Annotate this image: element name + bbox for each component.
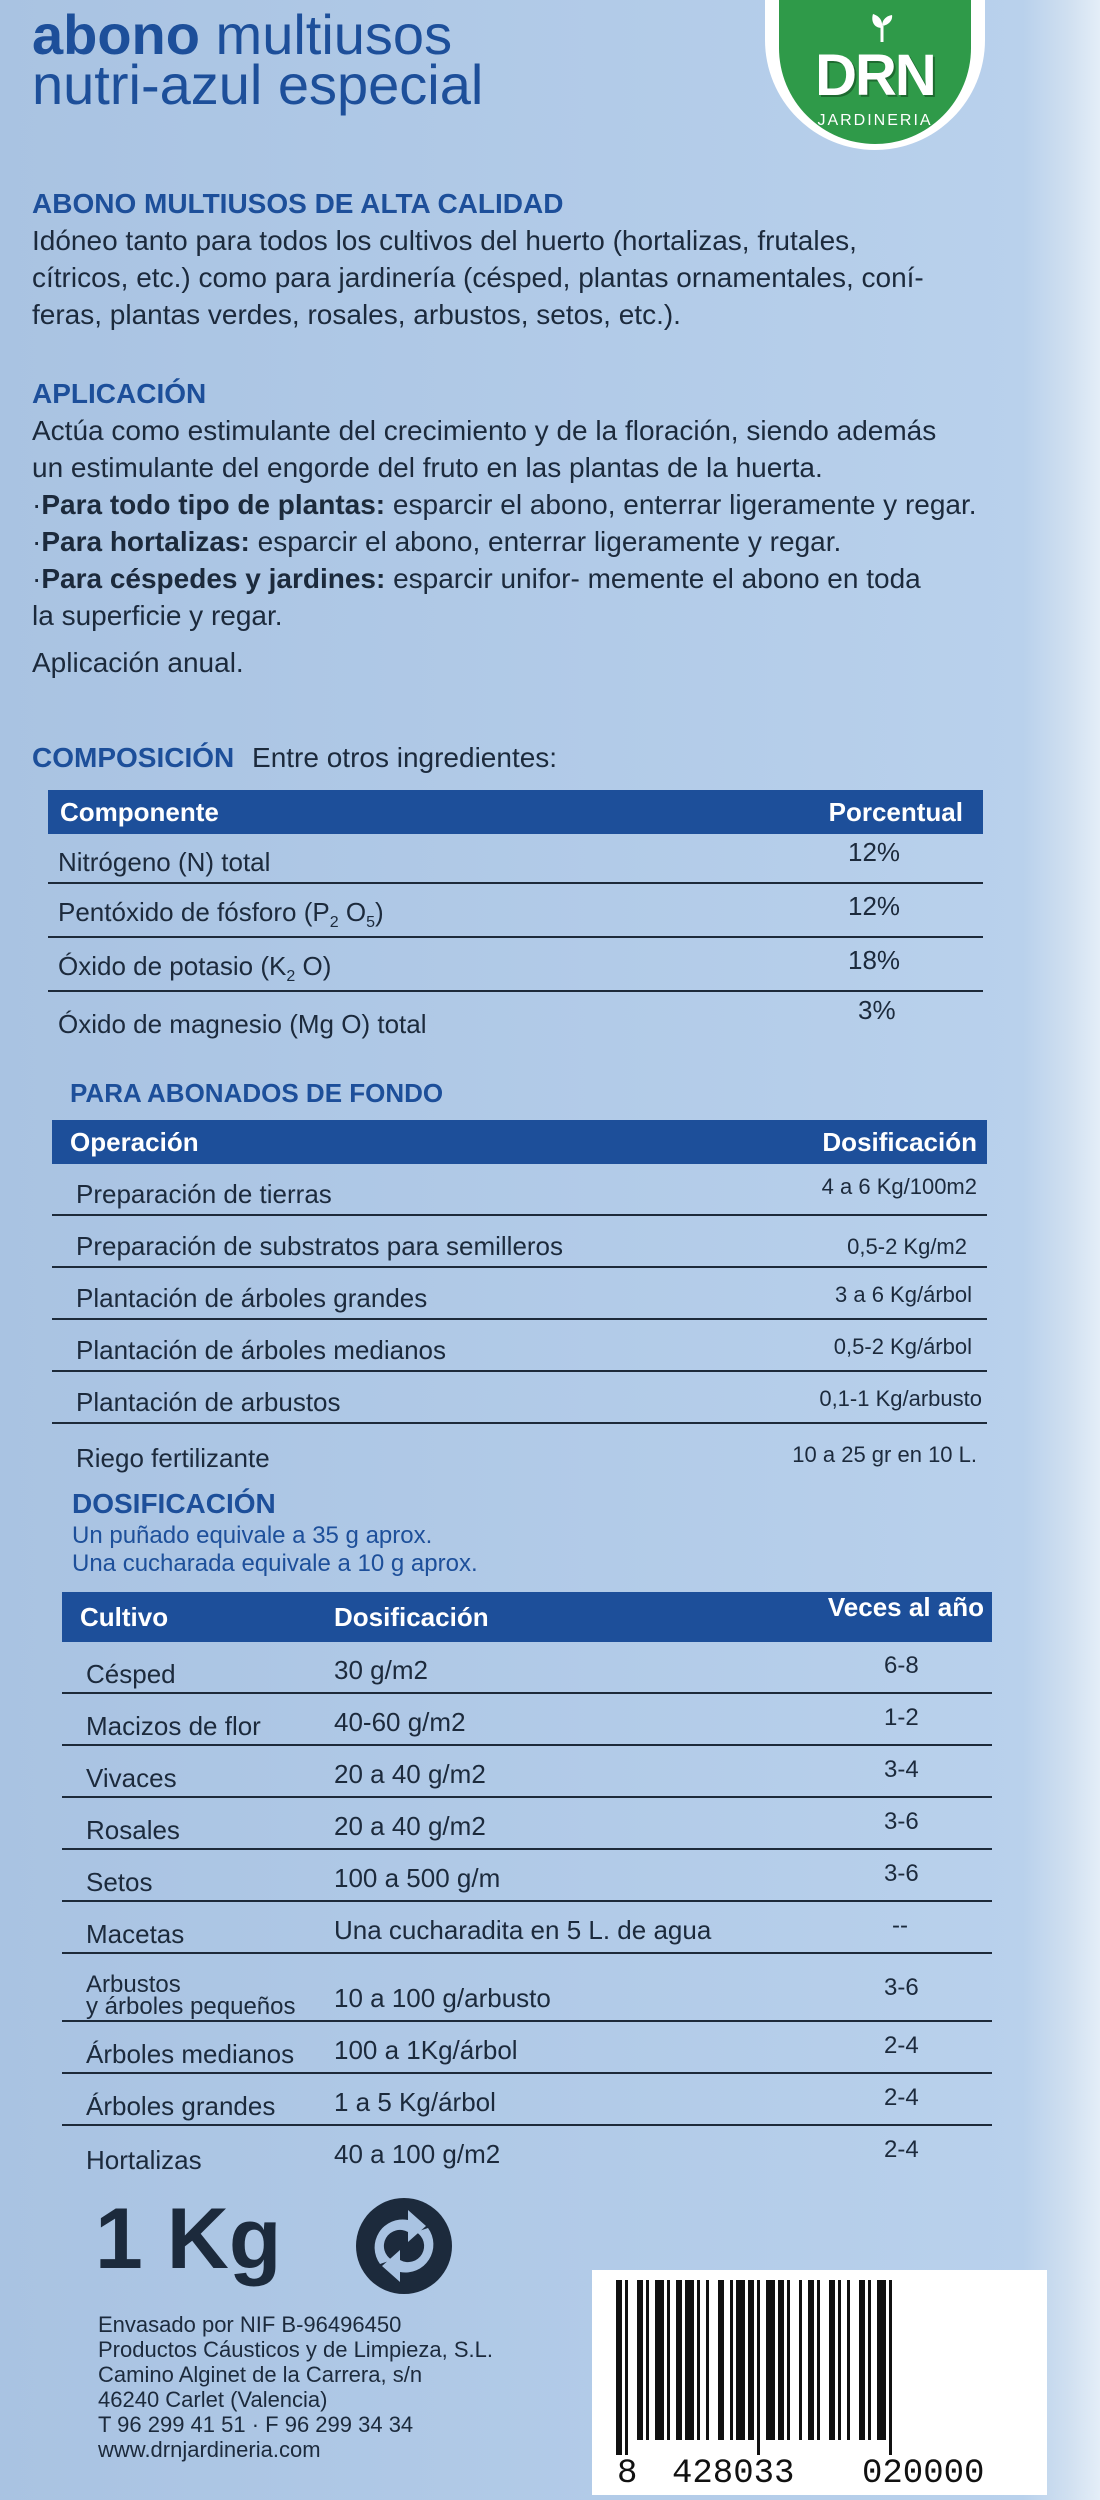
table-row: Nitrógeno (N) total 12% [48,834,983,884]
app-item-2: ·Para hortalizas: esparcir el abono, enterrar ligeramente y regar. [32,526,842,557]
table-row: Hortalizas 40 a 100 g/m2 2-4 [86,2136,919,2175]
packer-line: 46240 Carlet (Valencia) [98,2387,328,2412]
packer-line: Camino Alginet de la Carrera, s/n [98,2362,423,2387]
table-row: Óxido de potasio ($K_2$ O) 18% [48,938,983,992]
table-row: Setos 100 a 500 g/m 3-6 [62,1850,992,1902]
barcode-digit-first: 8 [617,2455,638,2493]
dosage-notes [72,1522,1022,1578]
col-header-percent: Porcentual [828,796,963,827]
annual-application: Aplicación anual. [32,647,244,678]
barcode-bar [685,2280,694,2440]
table-row: Plantación de árboles medianos 0,5-2 Kg/árbol [52,1320,987,1372]
table-row: Árboles grandes 1 a 5 Kg/árbol 2-4 [62,2074,992,2126]
table-row: Plantación de árboles grandes 3 a 6 Kg/árbol [52,1268,987,1320]
barcode-group-right: 020000 [862,2455,985,2493]
section-heading-quality: ABONO MULTIUSOS DE ALTA CALIDAD [32,188,564,219]
table-row: Plantación de arbustos 0,1-1 Kg/arbusto [52,1372,987,1424]
section-heading-base-fertilizing: PARA ABONADOS DE FONDO [70,1078,444,1108]
title-bold: abono [32,3,200,66]
packer-website: www.drnjardineria.com [98,2437,321,2462]
app-line: Actúa como estimulante del crecimiento y de la floración, siendo además [32,415,937,446]
barcode-bar [655,2280,664,2440]
table-row: Rosales 20 a 40 g/m2 3-6 [62,1798,992,1850]
col-header-dosage: Dosificación [822,1126,977,1157]
table-row: Arbustos y árboles pequeños 10 a 100 g/arbusto 3-6 [62,1954,992,2022]
dosage-note: Un puñado equivale a 35 g aprox. [72,1522,433,1549]
table-row: Óxido de magnesio (Mg O) total 3% [58,995,896,1039]
section-heading-application: APLICACIÓN [32,378,207,409]
packer-line: Envasado por NIF B-96496450 [98,2312,402,2337]
table-row: Preparación de substratos para semilleros 0,5-2 Kg/m2 [52,1216,987,1268]
composition-intro: Entre otros ingredientes: [252,742,558,773]
sprout-icon [869,12,895,42]
table-row: Riego fertilizante 10 a 25 gr en 10 L. [76,1442,977,1473]
desc-line: Idóneo tanto para todos los cultivos del huerto (hortalizas, frutales, [32,225,857,256]
table-header [52,1120,987,1164]
logo-brand: DRN [815,43,935,108]
app-item-3-cont: la superficie y regar. [32,600,283,631]
dosage-table [62,1592,992,2176]
app-item-1: ·Para todo tipo de plantas: esparcir el abono, enterrar ligeramente y regar. [32,489,977,520]
section-heading-dosage: DOSIFICACIÓN [72,1488,276,1519]
barcode-bar [766,2280,775,2440]
description-text [32,222,982,333]
title-rest: multiusos [215,3,453,66]
table-row: Preparación de tierras 4 a 6 Kg/100m2 [52,1164,987,1216]
packer-line: T 96 299 41 51 · F 96 299 34 34 [98,2412,414,2437]
packer-line: Productos Cáusticos y de Limpieza, S.L. [98,2337,493,2362]
table-row: Vivaces 20 a 40 g/m2 3-4 [62,1746,992,1798]
packer-info [98,2312,493,2462]
base-fertilizing-table [52,1120,987,1474]
barcode-bar [877,2280,886,2440]
barcode-bar [736,2280,745,2440]
app-line: un estimulante del engorde del fruto en las plantas de la huerta. [32,452,823,483]
col-header-component: Componente [60,796,219,827]
table-row: Macetas Una cucharadita en 5 L. de agua -- [62,1902,992,1954]
desc-line: cítricos, etc.) como para jardinería (césped, plantas ornamentales, coní- [32,262,924,293]
table-row: Césped 30 g/m2 6-8 [62,1642,992,1694]
application-text [32,412,982,681]
table-row: Árboles medianos 100 a 1Kg/árbol 2-4 [62,2022,992,2074]
col-header-dosage: Dosificación [334,1601,489,1632]
col-header-crop: Cultivo [80,1601,169,1632]
barcode [592,2270,1047,2495]
table-row: Pentóxido de fósforo ($P_2$ $O_5$) 12% [48,884,983,938]
barcode-space [820,2280,829,2440]
barcode-space [850,2280,859,2440]
net-weight: 1 Kg [95,2191,282,2287]
col-header-times: Veces al año [827,1592,984,1622]
barcode-space [628,2280,637,2440]
table-header [62,1592,992,1642]
barcode-group-left: 428033 [672,2455,795,2493]
product-subtitle: nutri-azul especial [32,53,484,116]
drn-logo [765,0,985,150]
table-row: Macizos de flor 40-60 g/m2 1-2 [62,1694,992,1746]
desc-line: feras, plantas verdes, rosales, arbustos, setos, etc.). [32,299,681,330]
table-header [48,790,983,834]
section-heading-composition [32,742,557,774]
col-header-operation: Operación [70,1126,199,1157]
barcode-space [790,2280,799,2440]
app-item-3: ·Para céspedes y jardines: esparcir unifor- memente el abono en toda [32,563,921,594]
barcode-space [709,2280,718,2440]
barcode-bars [616,2280,1026,2455]
composition-title: COMPOSICIÓN [32,742,235,773]
logo-tagline: JARDINERIA [817,112,933,129]
composition-table [48,790,983,1044]
product-title [32,3,484,116]
recycle-icon [352,2194,456,2298]
barcode-space [892,2280,898,2440]
dosage-note: Una cucharada equivale a 10 g aprox. [72,1550,478,1577]
